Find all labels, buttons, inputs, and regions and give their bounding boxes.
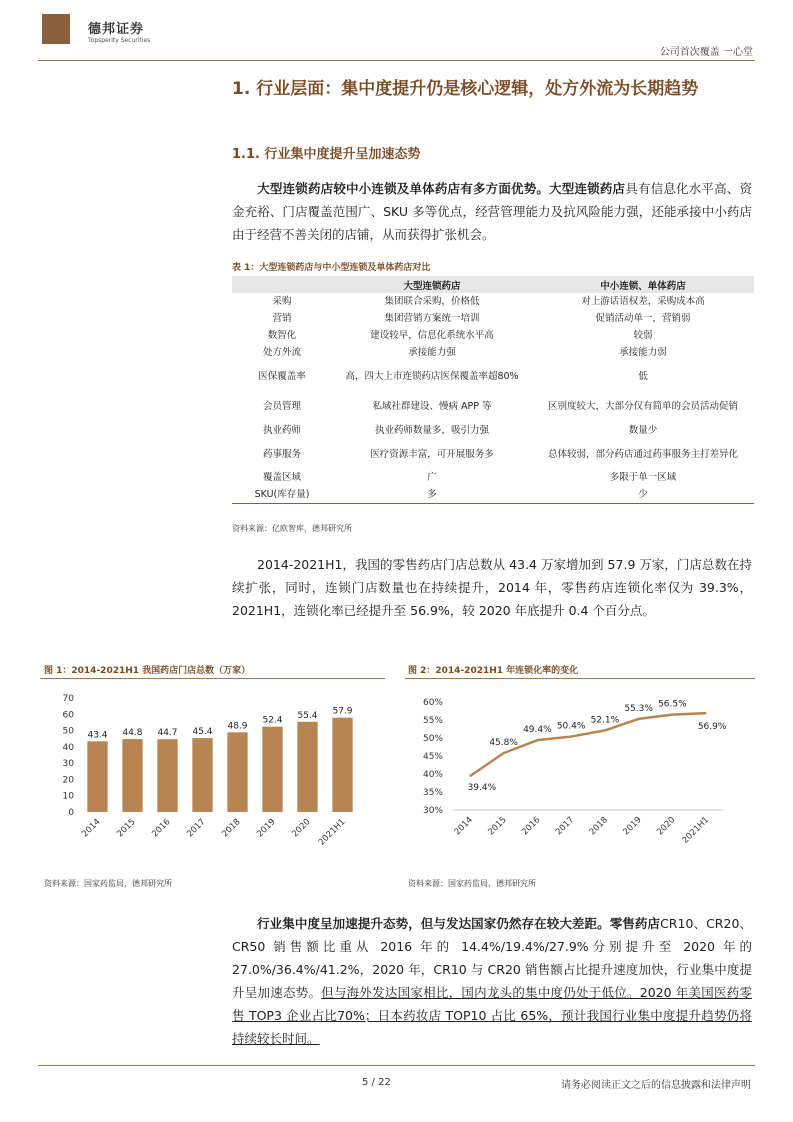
table-row xyxy=(232,327,754,344)
y-tick-label: 55% xyxy=(422,716,443,726)
x-tick-label: 2017 xyxy=(185,817,208,840)
para3-underlined: 但与海外发达国家相比，国内龙头的集中度仍处于低位。2020 年美国医药零售 TOP3 企业占比70%；日本药妆店 TOP10 占比 65%，预计我国行业集中度提升趋势仍将持续较长时间。 xyxy=(232,985,752,1046)
page-number: 5 / 22 xyxy=(362,1077,391,1088)
table-cell: 承接能力弱 xyxy=(619,347,667,358)
header-title: 公司首次覆盖 一心堂 xyxy=(659,47,753,58)
table-cell: 多限于单一区域 xyxy=(609,472,677,483)
y-tick-label: 40% xyxy=(422,770,443,780)
para1-text: 具有信息化水平高、资金充裕、门店覆盖范围广、SKU 多等优点，经营管理能力及抗风险能力强，还能承接中小药店由于经营不善关闭的店铺，从而获得扩张机会。 xyxy=(232,181,752,242)
table-cell: 私域社群建设、慢病 APP 等 xyxy=(372,400,492,412)
x-tick-label: 2019 xyxy=(255,817,278,840)
table-header: 大型连锁药店 xyxy=(332,276,532,293)
table-cell: 医保覆盖率 xyxy=(258,370,306,382)
bar-value-label: 55.4 xyxy=(297,710,318,721)
para3-text: CR10、CR20、CR50 销售额比重从 2016 年的 14.4%/19.4%/27.9%分别提升至 2020 年的 27.0%/36.4%/41.2%，2020 年，CR10 与 CR20 销售额占比提升速度加快，行业集中度提升呈加速态势。 xyxy=(232,916,752,1000)
y-tick-label: 60 xyxy=(62,710,74,721)
x-tick-label: 2018 xyxy=(587,815,610,838)
bar-value-label: 45.4 xyxy=(192,727,213,738)
point-value-label: 49.4% xyxy=(523,725,552,736)
x-tick-label: 2015 xyxy=(115,817,138,840)
table-title: 表 1：大型连锁药店与中小型连锁及单体药店对比 xyxy=(232,263,431,273)
header-divider xyxy=(38,60,755,61)
bar xyxy=(297,722,317,812)
table-cell: 医疗资源丰富，可开展服务多 xyxy=(370,448,494,460)
table-header-row xyxy=(232,276,754,293)
footer-divider xyxy=(38,1065,755,1066)
table-row xyxy=(232,439,754,469)
bar xyxy=(262,727,282,812)
x-tick-label: 2014 xyxy=(452,815,475,838)
point-value-label: 45.8% xyxy=(489,738,518,749)
table-cell: 会员管理 xyxy=(262,400,301,412)
x-tick-label: 2021H1 xyxy=(680,815,712,846)
table-cell: 执业药师数量多，吸引力强 xyxy=(374,424,489,436)
section-heading: 1. 行业层面：集中度提升仍是核心逻辑，处方外流为长期趋势 xyxy=(232,79,699,99)
bar-value-label: 44.7 xyxy=(157,728,178,739)
point-value-label: 52.1% xyxy=(590,715,620,726)
point-value-label: 56.9% xyxy=(697,722,727,733)
y-tick-label: 20 xyxy=(62,775,74,786)
bar xyxy=(192,738,212,812)
table-row xyxy=(232,421,754,439)
x-tick-label: 2020 xyxy=(290,817,313,840)
figure-2-rule xyxy=(405,678,755,679)
bar xyxy=(227,732,247,812)
bar xyxy=(122,739,142,812)
y-tick-label: 50% xyxy=(422,734,443,744)
x-tick-label: 2016 xyxy=(150,817,173,840)
table-cell: 对上游话语权差，采购成本高 xyxy=(581,296,705,307)
y-tick-label: 0 xyxy=(68,808,74,818)
bar-value-label: 48.9 xyxy=(227,721,248,732)
table-cell: SKU(库存量) xyxy=(232,486,332,503)
bar-value-label: 44.8 xyxy=(122,728,143,739)
y-tick-label: 10 xyxy=(62,791,74,802)
table-row xyxy=(232,469,754,486)
y-tick-label: 30 xyxy=(62,759,74,770)
subsection-heading: 1.1. 行业集中度提升呈加速态势 xyxy=(232,147,421,162)
figure-2-source: 资料来源：国家药监局，德邦研究所 xyxy=(408,879,536,888)
table-row xyxy=(232,344,754,361)
table-cell: 多 xyxy=(332,486,532,503)
x-tick-label: 2019 xyxy=(621,815,644,838)
figure-2-title: 图 2：2014-2021H1 年连锁化率的变化 xyxy=(408,666,579,676)
figure-1-title: 图 1：2014-2021H1 我国药店门店总数（万家） xyxy=(44,666,251,676)
x-tick-label: 2021H1 xyxy=(316,817,348,848)
y-tick-label: 45% xyxy=(422,752,443,762)
footer-disclaimer: 请务必阅读正文之后的信息披露和法律声明 xyxy=(561,1080,751,1091)
figure-1-rule xyxy=(40,678,385,679)
table-cell: 广 xyxy=(427,472,437,483)
logo-subtext: Topsperity Securities xyxy=(88,37,151,44)
table-cell: 处方外流 xyxy=(262,347,301,358)
point-value-label: 50.4% xyxy=(556,721,586,732)
table-header xyxy=(232,276,332,293)
table-header: 中小连锁、单体药店 xyxy=(532,276,754,293)
x-tick-label: 2014 xyxy=(80,817,103,840)
point-value-label: 39.4% xyxy=(467,783,497,794)
bar-value-label: 52.4 xyxy=(262,715,283,726)
table-cell: 数量少 xyxy=(628,424,658,436)
table-cell: 少 xyxy=(532,486,754,503)
figure-1-source: 资料来源：国家药监局，德邦研究所 xyxy=(44,879,172,888)
paragraph-3 xyxy=(232,912,752,1050)
table-cell: 总体较弱，部分药店通过药事服务主打差异化 xyxy=(547,448,738,460)
company-logo xyxy=(42,14,70,44)
table-cell: 营销 xyxy=(272,313,292,324)
bar-value-label: 43.4 xyxy=(87,730,108,741)
x-tick-label: 2016 xyxy=(520,815,543,838)
para1-bold-2: 大型连锁药店 xyxy=(549,181,626,196)
logo-text: 德邦证券 xyxy=(88,22,145,37)
para3-bold: 行业集中度呈加速提升态势，但与发达国家仍然存在较大差距。零售药店 xyxy=(257,916,661,931)
table-cell: 高，四大上市连锁药店医保覆盖率超80% xyxy=(345,370,519,382)
y-tick-label: 40 xyxy=(62,742,74,753)
y-tick-label: 50 xyxy=(62,726,74,737)
bar xyxy=(332,718,352,812)
paragraph-2 xyxy=(232,553,752,622)
y-tick-label: 30% xyxy=(422,806,443,816)
y-tick-label: 60% xyxy=(422,698,443,708)
table-cell: 承接能力强 xyxy=(408,347,456,358)
y-tick-label: 70 xyxy=(62,694,74,704)
x-tick-label: 2015 xyxy=(486,815,509,838)
table-row xyxy=(232,361,754,391)
table-source: 资料来源：亿欧智库，德邦研究所 xyxy=(232,524,352,533)
bar xyxy=(87,741,107,812)
table-cell: 药事服务 xyxy=(262,448,301,460)
table-row xyxy=(232,391,754,421)
table-cell: 执业药师 xyxy=(262,424,301,436)
table-row xyxy=(232,310,754,327)
table-cell: 区别度较大，大部分仅有简单的会员活动促销 xyxy=(547,400,738,412)
table-cell: 较弱 xyxy=(633,330,653,341)
table-cell: 数智化 xyxy=(267,330,297,341)
bar-value-label: 57.9 xyxy=(332,706,353,717)
table-cell: 覆盖区域 xyxy=(262,472,301,483)
para1-bold-1: 大型连锁药店较中小连锁及单体药店有多方面优势。 xyxy=(257,181,550,196)
table-cell: 集团联合采购，价格低 xyxy=(384,296,480,307)
x-tick-label: 2018 xyxy=(220,817,243,840)
table-cell: 集团营销方案统一培训 xyxy=(384,313,480,324)
y-tick-label: 35% xyxy=(422,788,443,798)
table-cell: 采购 xyxy=(272,296,292,307)
table-cell: 建设较早，信息化系统水平高 xyxy=(370,330,494,341)
paragraph-1 xyxy=(232,177,752,246)
x-tick-label: 2020 xyxy=(655,815,678,838)
x-tick-label: 2017 xyxy=(553,815,577,838)
table-row xyxy=(232,293,754,310)
point-value-label: 55.3% xyxy=(624,703,653,714)
table-cell: 促销活动单一，营销弱 xyxy=(595,313,691,324)
line-chart xyxy=(405,682,755,870)
table-cell: 低 xyxy=(638,370,648,382)
table-row xyxy=(232,486,754,503)
comparison-table xyxy=(232,276,754,504)
bar xyxy=(157,739,177,812)
bar-chart xyxy=(40,682,385,870)
point-value-label: 56.5% xyxy=(658,699,687,710)
para2-text: 2014-2021H1，我国的零售药店门店总数从 43.4 万家增加到 57.9 万家，门店总数在持续扩张，同时，连锁门店数量也在持续提升，2014 年，零售药店连锁化率仅为 39.3%，2021H1，连锁化率已经提升至 56.9%，较 2020 年底提升 0.4 个百分点。 xyxy=(232,557,752,618)
